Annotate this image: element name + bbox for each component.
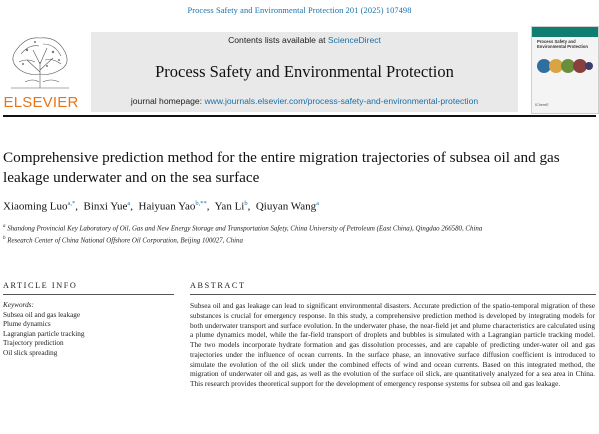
article-info-heading: ARTICLE INFO bbox=[3, 281, 78, 290]
sciencedirect-link[interactable]: ScienceDirect bbox=[327, 35, 381, 45]
cover-band bbox=[532, 27, 598, 37]
author-name[interactable]: Xiaoming Luo bbox=[3, 200, 68, 213]
contents-prefix: Contents lists available at bbox=[228, 35, 326, 45]
author-marks[interactable]: b bbox=[244, 200, 248, 207]
homepage-prefix: journal homepage: bbox=[130, 96, 203, 106]
abstract-heading: ABSTRACT bbox=[190, 281, 246, 290]
affiliation-text: Research Center of China National Offshore Oil Corporation, Beijing 100027, China bbox=[7, 237, 243, 245]
homepage-link[interactable]: www.journals.elsevier.com/process-safety-and-environmental-protection bbox=[204, 96, 479, 106]
cover-image-icon bbox=[536, 55, 594, 77]
affiliation-a bbox=[3, 222, 593, 234]
author-marks[interactable]: a,* bbox=[67, 200, 76, 207]
homepage-line bbox=[91, 96, 518, 106]
article-title: Comprehensive prediction method for the entire migration trajectories of subsea oil and gas leakage underwater and on the sea surface bbox=[3, 149, 560, 186]
elsevier-wordmark: ELSEVIER bbox=[3, 94, 79, 111]
keyword-item: Plume dynamics bbox=[3, 320, 51, 329]
keyword-item: Lagrangian particle tracking bbox=[3, 329, 85, 338]
journal-header bbox=[3, 24, 596, 112]
author-marks[interactable]: a bbox=[316, 200, 320, 207]
cover-footer: IChemE bbox=[535, 103, 549, 107]
affiliation-mark: b bbox=[3, 236, 6, 242]
affiliation-b bbox=[3, 234, 593, 246]
author-list: Xiaoming Luo$^{a,*}$, Binxi Yue$^a$, Haiyuan Yao$^{b,**}$, Yan Li$^b$, Qiuyan Wang$^a$ bbox=[3, 200, 320, 213]
contents-line bbox=[91, 35, 518, 45]
journal-citation[interactable]: Process Safety and Environmental Protection 201 (2025) 107498 bbox=[187, 6, 412, 15]
affiliation-text: Shandong Provincial Key Laboratory of Oil, Gas and New Energy Storage and Transportation Safety, China University of Petroleum (East China), Qingdao 266580, China bbox=[7, 225, 483, 233]
author-name[interactable]: Yan Li bbox=[214, 200, 245, 213]
journal-title[interactable]: Process Safety and Environmental Protection bbox=[155, 62, 454, 81]
author-name[interactable]: Haiyuan Yao bbox=[138, 200, 196, 213]
header-divider bbox=[3, 115, 596, 117]
author-name[interactable]: Binxi Yue bbox=[83, 200, 128, 213]
affiliations bbox=[3, 222, 593, 246]
journal-masthead bbox=[91, 32, 518, 112]
keyword-item: Subsea oil and gas leakage bbox=[3, 311, 81, 319]
author-name[interactable]: Qiuyan Wang bbox=[255, 200, 317, 213]
author-marks[interactable]: b,** bbox=[195, 200, 207, 207]
cover-title: Process Safety and Environmental Protection bbox=[537, 39, 588, 49]
elsevier-logo[interactable] bbox=[3, 32, 79, 112]
author-marks[interactable]: a bbox=[127, 200, 131, 207]
abstract-text: Subsea oil and gas leakage can lead to significant environmental disasters. Accurate prediction of the spatio-temporal migration of these substances is crucial for emergency response. In this study, a comprehensive prediction method is developed by integrating models for both underwater transport and surface evolution. In the underwater phase, the near-field jet and plume characteristics are calculated using a plume dynamics model, while the far-field transport of droplets and bubbles is simulated with a Lagrangian particle tracking model. The two models incorporate hydrate formation and gas dissolution processes, and are capable of predicting under-water oil and gas trajectories under the influence of ocean currents. In the surface phase, an innovative surface diffusion coefficient is introduced to simulate the evolution of the oil slick under the combined effects of wind and ocean currents. Based on this integrated method, the migration of underwater oil and gas, as well as the evolution of the surface oil slick, are quantitatively analyzed for a sea area in China. This research provides theoretical support for the development of emergency response systems for subsea oil and gas leakage. bbox=[190, 301, 595, 388]
journal-cover-thumbnail[interactable] bbox=[531, 26, 599, 114]
keyword-list bbox=[3, 311, 173, 358]
article-info-divider bbox=[3, 294, 174, 295]
elsevier-tree-icon bbox=[5, 32, 75, 90]
keywords-label: Keywords: bbox=[3, 301, 34, 309]
keyword-item: Oil slick spreading bbox=[3, 348, 58, 357]
abstract-divider bbox=[190, 294, 596, 295]
keyword-item: Trajectory prediction bbox=[3, 339, 64, 348]
affiliation-mark: a bbox=[3, 224, 6, 229]
